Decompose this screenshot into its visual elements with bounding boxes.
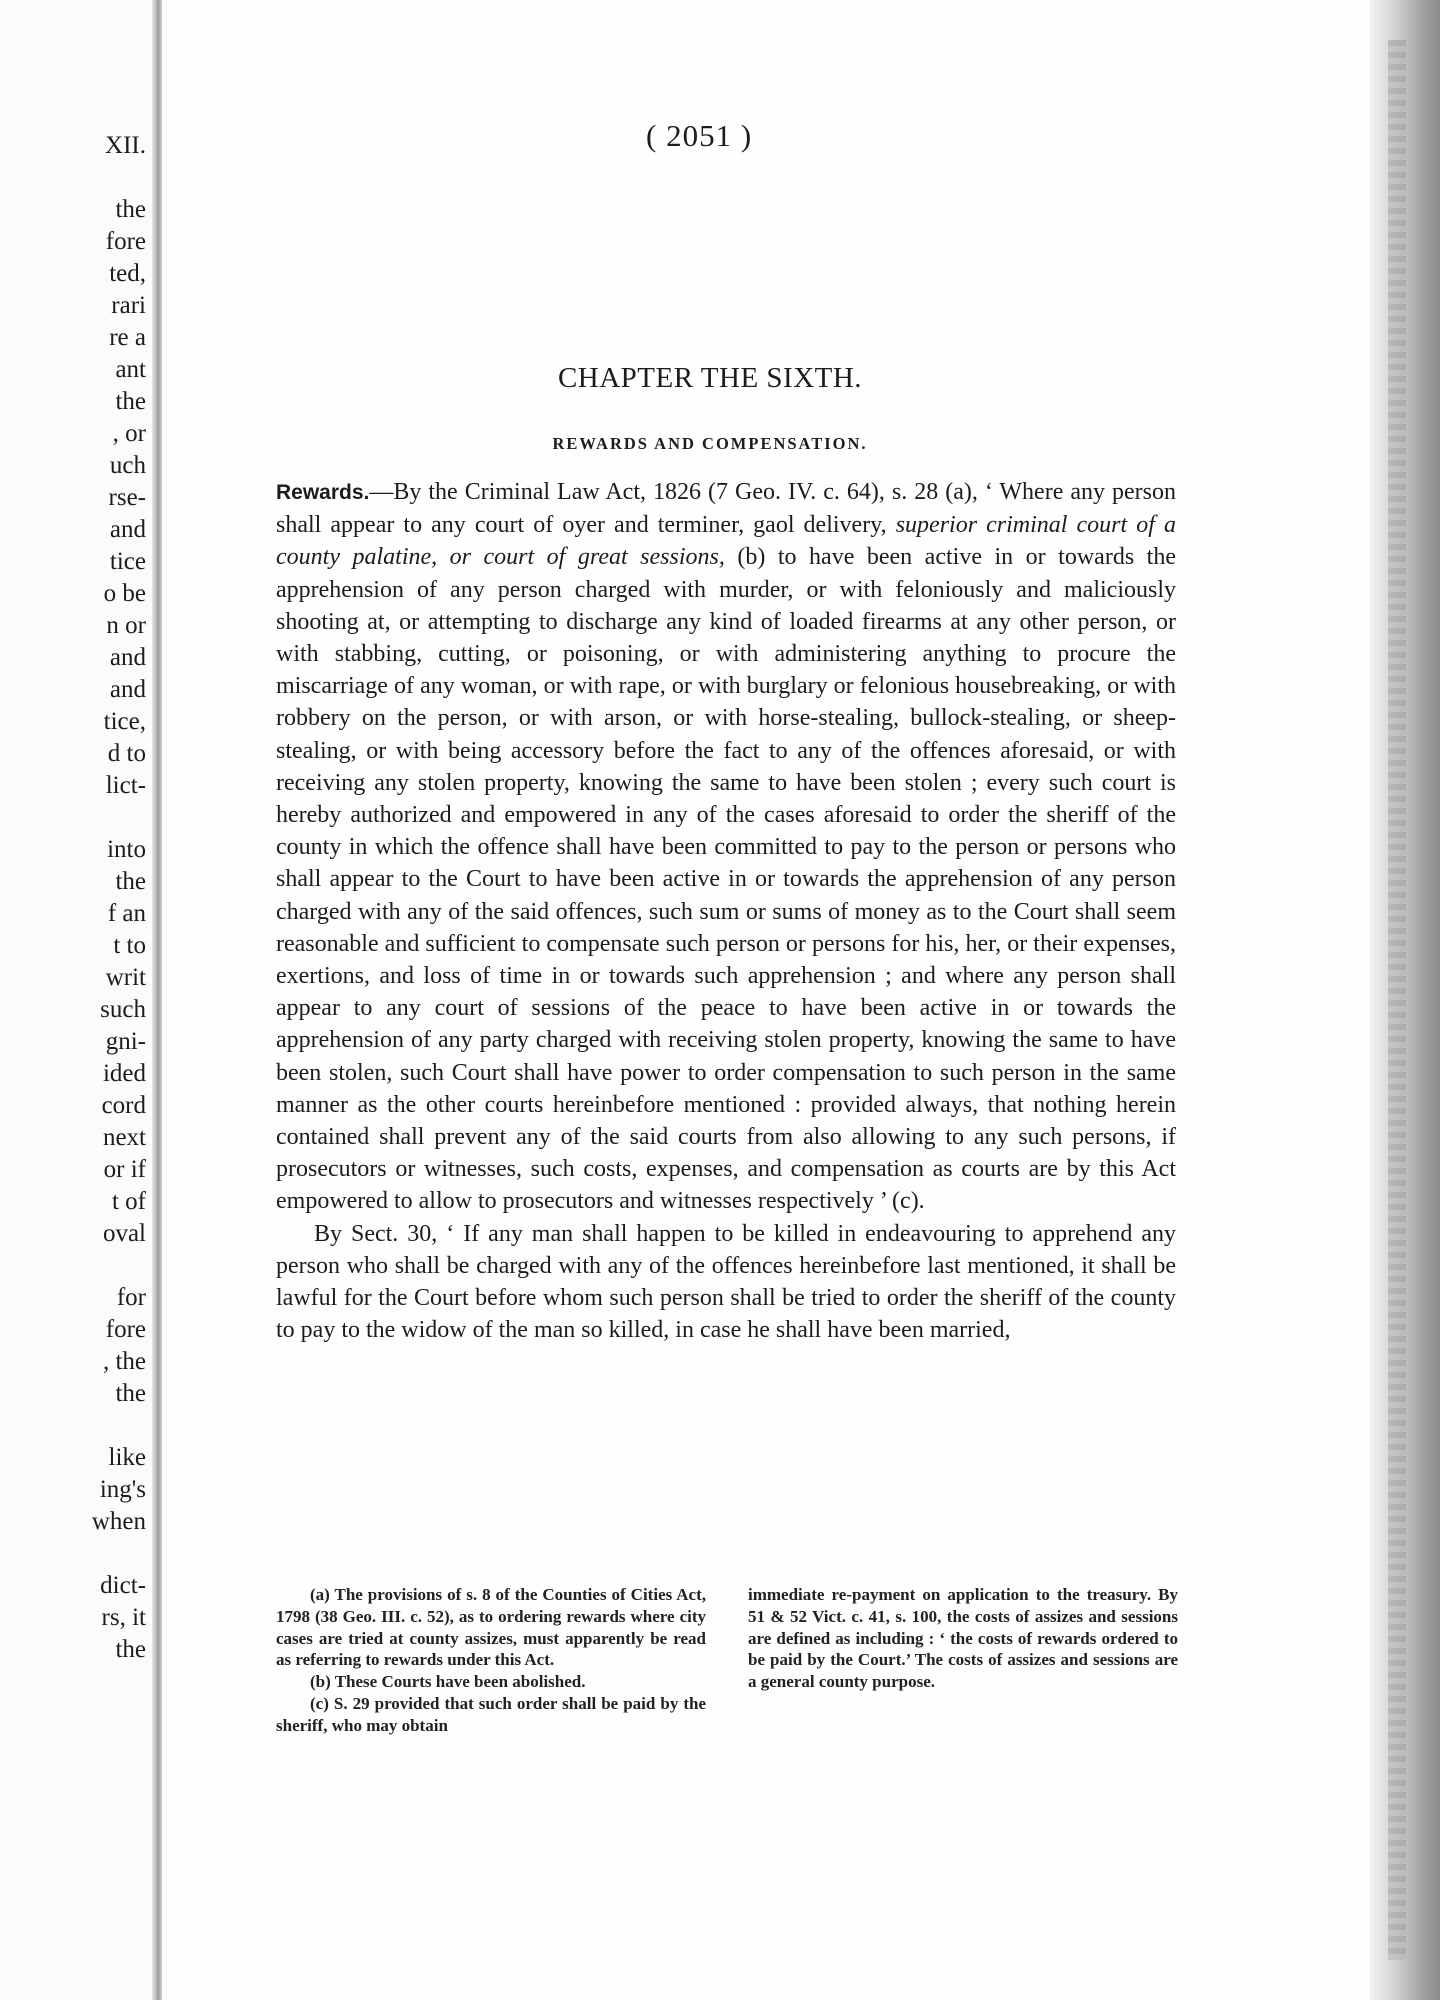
facing-page-line: ing's — [99, 1476, 146, 1503]
facing-page-line: the — [115, 1380, 146, 1407]
footnotes-left-column — [276, 1584, 706, 1737]
facing-page-line: uch — [109, 452, 146, 479]
facing-page-line: , or — [112, 420, 146, 447]
facing-page-line: t to — [113, 932, 146, 959]
facing-page-line — [0, 1410, 146, 1442]
facing-page-line: tice — [109, 548, 146, 575]
side-heading: Rewards. — [276, 481, 370, 504]
facing-page-line: the — [115, 388, 146, 415]
facing-page-edge — [0, 0, 168, 2000]
facing-page-line: dict- — [100, 1572, 146, 1599]
chapter-subtitle: REWARDS AND COMPENSATION. — [552, 434, 868, 453]
facing-page-line — [0, 162, 146, 194]
facing-page-line: for — [116, 1284, 146, 1311]
facing-page-line: n or — [106, 612, 146, 639]
facing-page-line: and — [109, 516, 146, 543]
book-page — [170, 0, 1370, 2000]
facing-page-line: rari — [111, 292, 146, 319]
facing-page-line: rse- — [108, 484, 146, 511]
footnote-b: (b) These Courts have been abolished. — [310, 1672, 586, 1692]
facing-page-line — [0, 802, 146, 834]
facing-page-line: and — [109, 644, 146, 671]
facing-page-line: writ — [105, 964, 146, 991]
paragraph-sect-30: By Sect. 30, ‘ If any man shall happen to be killed in endeavouring to apprehend any person who shall be charged with any of the offences hereinbefore last mentioned, it shall be lawful for the Court before whom such person shall be tried to order the sheriff of the county to pay to the widow of the man so killed, in case he shall have been married, — [276, 1220, 1176, 1344]
facing-page-line: XII. — [105, 132, 146, 159]
facing-page-line: tice, — [103, 708, 146, 735]
facing-page-line: , the — [102, 1348, 146, 1375]
facing-page-line: such — [100, 996, 146, 1023]
paragraph-text: —By the Criminal Law Act, 1826 (7 Geo. IV. c. 64), s. 28 (a), ‘ Where any person shall appear to any court of oyer and terminer, gaol delivery, — [276, 479, 1176, 539]
book-gutter — [152, 0, 162, 2000]
paragraph-rewards — [276, 476, 1176, 1218]
facing-page-line: the — [115, 196, 146, 223]
footnote-c: (c) S. 29 provided that such order shall be paid by the sheriff, who may obtain — [276, 1693, 706, 1735]
facing-page-line: next — [102, 1124, 146, 1151]
facing-page-line: o be — [103, 580, 146, 607]
facing-page-line: ant — [115, 356, 146, 383]
chapter-title: CHAPTER THE SIXTH. — [557, 362, 863, 394]
facing-page-line: or if — [103, 1156, 146, 1183]
facing-page-line: when — [91, 1508, 146, 1535]
facing-page-line — [0, 1538, 146, 1570]
page-stack-edge — [1370, 0, 1440, 2000]
facing-page-line: cord — [101, 1092, 146, 1119]
facing-page-line: oval — [102, 1220, 146, 1247]
body-text — [276, 476, 1176, 1346]
page-number: ( 2051 ) — [646, 118, 753, 153]
facing-page-line: the — [115, 1636, 146, 1663]
facing-page-line: f an — [107, 900, 146, 927]
facing-page-line: re a — [109, 324, 146, 351]
facing-page-line: ided — [102, 1060, 146, 1087]
facing-page-line: ted, — [109, 260, 146, 287]
footnotes-right-column — [748, 1584, 1178, 1693]
facing-page-line: lict- — [105, 772, 146, 799]
facing-page-line: and — [109, 676, 146, 703]
facing-page-line: fore — [105, 228, 146, 255]
facing-page-line: t of — [111, 1188, 146, 1215]
facing-page-text — [0, 130, 146, 1666]
facing-page-line: fore — [105, 1316, 146, 1343]
facing-page-line — [0, 1250, 146, 1282]
facing-page-line: like — [108, 1444, 146, 1471]
facing-page-line: rs, it — [101, 1604, 146, 1631]
paragraph-text: (b) to have been active in or towards the apprehension of any person charged with murder, or with feloniously and maliciously shooting at, or attempting to discharge any kind of loaded firearms at any other person, or with stabbing, cutting, or poisoning, or with administering anything to procure the miscarriage of any woman, or with rape, or with burglary or felonious housebreaking, or with robbery on the person, or with arson, or with horse-stealing, bullock-stealing, or sheep-stealing, or with being accessory before the fact to any of the offences aforesaid, or with receiving any stolen property, knowing the same to have been stolen ; every such court is hereby authorized and empowered in any of the cases aforesaid to order the sheriff of the county in which the offence shall have been committed to pay to the person or persons who shall appear to the Court to have been active in or towards the apprehension of any person charged with any of the said offences, such sum or sums of money as to the Court shall seem reasonable and sufficient to compensate such person or persons for his, her, or their expenses, exertions, and loss of time in or towards such apprehension ; and where any person shall appear to any court of sessions of the peace to have been active in or towards the apprehension of any party charged with receiving stolen property, knowing the same to have been stolen, such Court shall have power to order compensation to such person in the same manner as the other courts hereinbefore mentioned : provided always, that nothing herein contained shall prevent any of the said courts from also allowing to any such persons, if prosecutors or witnesses, such costs, expenses, and compensation as courts are by this Act empowered to allow to prosecutors and witnesses respectively ’ (c). — [276, 544, 1176, 1215]
footnote-c-continued: immediate re-payment on application to the treasury. By 51 & 52 Vict. c. 41, s. 100, the costs of assizes and sessions are defined as including : ‘ the costs of rewards ordered to be paid by the Court.’ The costs of assizes and sessions are a general county purpose. — [748, 1585, 1178, 1692]
facing-page-line: d to — [107, 740, 146, 767]
facing-page-line: gni- — [105, 1028, 146, 1055]
paragraph-italic-text: superior criminal court of a county palatine, or court of great sessions, — [276, 512, 1176, 571]
facing-page-line: the — [115, 868, 146, 895]
facing-page-line: into — [107, 836, 146, 863]
footnote-a: (a) The provisions of s. 8 of the Counties of Cities Act, 1798 (38 Geo. III. c. 52), as to ordering rewards where city cases are tried at county assizes, must apparently be read as referring to rewards under this Act. — [276, 1585, 706, 1670]
